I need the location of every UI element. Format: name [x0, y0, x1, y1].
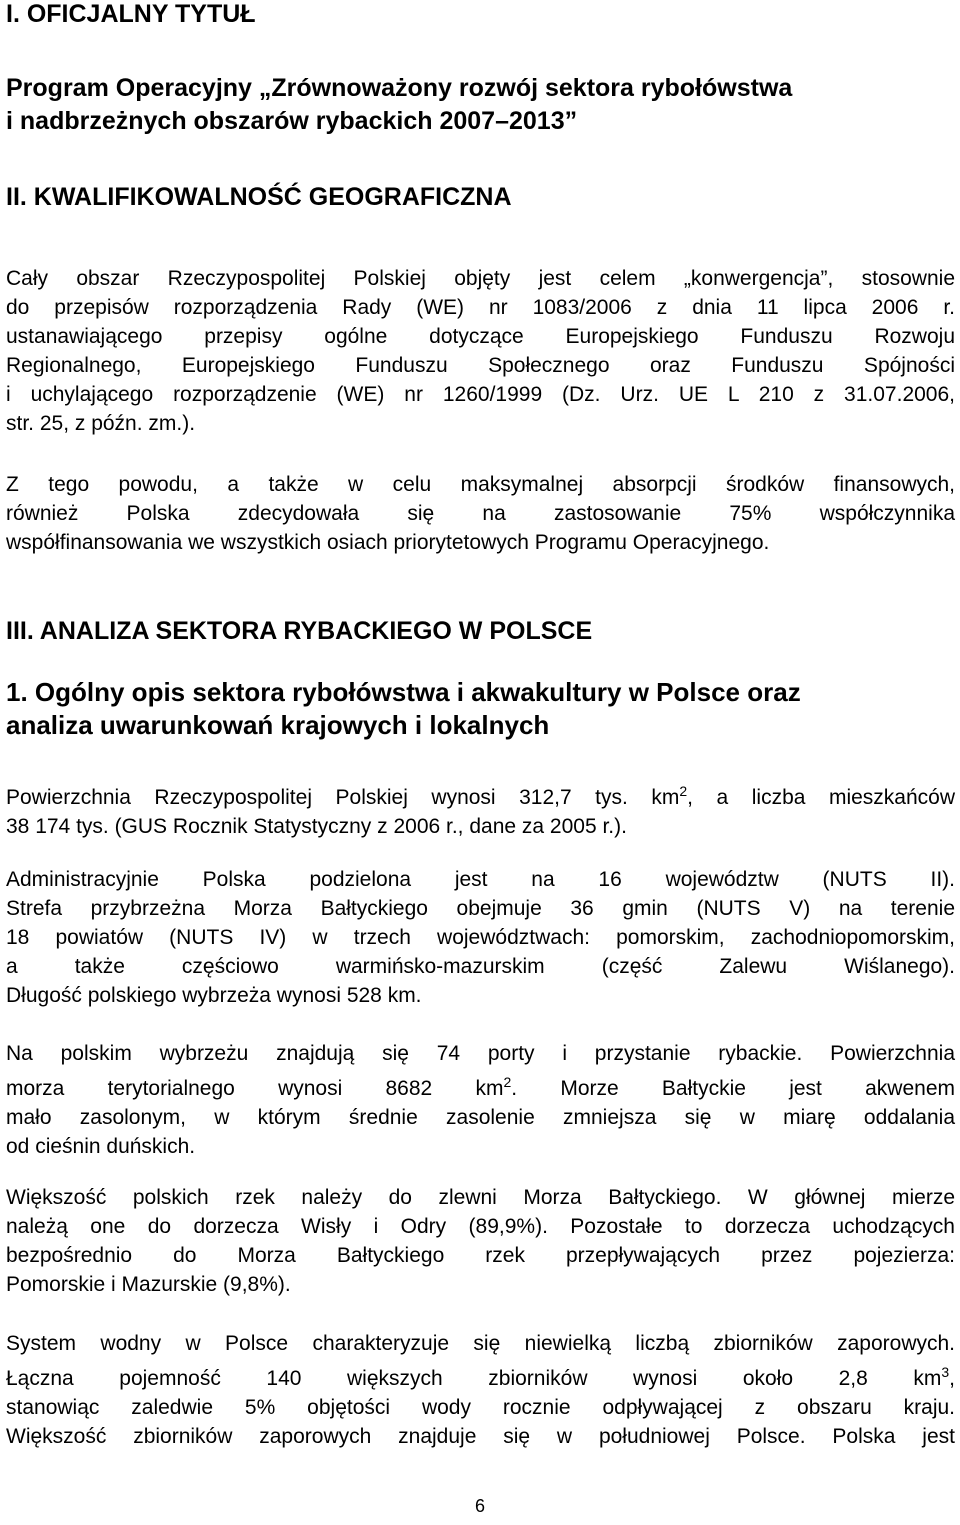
- text-line: [6, 1358, 955, 1393]
- subsection-heading-line-1: 1. Ogólny opis sektora rybołówstwa i akwakultury w Polsce oraz: [6, 677, 801, 707]
- superscript: 2: [679, 783, 688, 799]
- area-paragraph: [6, 777, 955, 841]
- eligibility-paragraph: [6, 264, 955, 438]
- rivers-paragraph: [6, 1183, 955, 1299]
- text-line: str. 25, z późn. zm.).: [6, 412, 196, 435]
- text-run: . Morze Bałtyckie jest akwenem: [511, 1077, 956, 1100]
- text-line: a także częściowo warmińsko-mazurskim (część Zalewu Wiślanego).: [6, 955, 955, 978]
- text-line: Na polskim wybrzeżu znajdują się 74 porty i przystanie rybackie. Powierzchnia: [6, 1042, 955, 1065]
- text-line: od cieśnin duńskich.: [6, 1135, 196, 1158]
- text-line: Z tego powodu, a także w celu maksymalnej absorpcji środków finansowych,: [6, 473, 955, 496]
- administration-paragraph: [6, 865, 955, 1010]
- text-line: również Polska zdecydowała się na zastosowanie 75% współczynnika: [6, 502, 955, 525]
- section-1-heading: I. OFICJALNY TYTUŁ: [6, 0, 256, 28]
- text-line: Cały obszar Rzeczypospolitej Polskiej objęty jest celem „konwergencja”, stosownie: [6, 267, 955, 290]
- text-line: i uchylającego rozporządzenie (WE) nr 1260/1999 (Dz. Urz. UE L 210 z 31.07.2006,: [6, 383, 955, 406]
- text-run: morza terytorialnego wynosi 8682 km: [6, 1077, 504, 1100]
- text-run: , a liczba mieszkańców: [687, 786, 955, 809]
- text-line: 38 174 tys. (GUS Rocznik Statystyczny z 2006 r., dane za 2005 r.).: [6, 815, 627, 838]
- text-line: Pomorskie i Mazurskie (9,8%).: [6, 1273, 291, 1296]
- text-line: [6, 777, 955, 812]
- subsection-1-heading: [6, 676, 955, 742]
- program-title: [6, 72, 955, 138]
- text-line: [6, 1068, 955, 1103]
- text-line: Strefa przybrzeżna Morza Bałtyckiego obejmuje 36 gmin (NUTS V) na terenie: [6, 897, 955, 920]
- text-line: Administracyjnie Polska podzielona jest na 16 województw (NUTS II).: [6, 868, 955, 891]
- text-line: mało zasolonym, w którym średnie zasolenie zmniejsza się w miarę oddalania: [6, 1106, 955, 1129]
- text-run: Łączna pojemność 140 większych zbiorników wynosi około 2,8 km: [6, 1367, 942, 1390]
- text-line: bezpośrednio do Morza Bałtyckiego rzek przepływających przez pojezierza:: [6, 1244, 955, 1267]
- superscript: 2: [503, 1074, 512, 1090]
- text-line: Większość polskich rzek należy do zlewni Morza Bałtyckiego. W głównej mierze: [6, 1186, 955, 1209]
- text-line: Większość zbiorników zaporowych znajduje się w południowej Polsce. Polska jest: [6, 1425, 955, 1448]
- superscript: 3: [941, 1364, 950, 1380]
- program-title-line-2: i nadbrzeżnych obszarów rybackich 2007–2013”: [6, 107, 578, 135]
- water-system-paragraph: [6, 1329, 955, 1451]
- section-3-heading: III. ANALIZA SEKTORA RYBACKIEGO W POLSCE: [6, 617, 593, 645]
- text-line: należą one do dorzecza Wisły i Odry (89,9%). Pozostałe to dorzecza uchodzących: [6, 1215, 955, 1238]
- text-line: Regionalnego, Europejskiego Funduszu Społecznego oraz Funduszu Spójności: [6, 354, 955, 377]
- text-line: 18 powiatów (NUTS IV) w trzech województwach: pomorskim, zachodniopomorskim,: [6, 926, 955, 949]
- cofinancing-paragraph: [6, 470, 955, 557]
- ports-paragraph: [6, 1039, 955, 1161]
- page-number: 6: [474, 1496, 485, 1516]
- text-line: Długość polskiego wybrzeża wynosi 528 km.: [6, 984, 422, 1007]
- text-run: Powierzchnia Rzeczypospolitej Polskiej wynosi 312,7 tys. km: [6, 786, 680, 809]
- text-line: ustanawiającego przepisy ogólne dotyczące Europejskiego Funduszu Rozwoju: [6, 325, 955, 348]
- text-line: współfinansowania we wszystkich osiach priorytetowych Programu Operacyjnego.: [6, 531, 770, 554]
- text-line: do przepisów rozporządzenia Rady (WE) nr 1083/2006 z dnia 11 lipca 2006 r.: [6, 296, 955, 319]
- text-line: stanowiąc zaledwie 5% objętości wody rocznie odpływającej z obszaru kraju.: [6, 1396, 955, 1419]
- text-run: ,: [949, 1367, 955, 1390]
- subsection-heading-line-2: analiza uwarunkowań krajowych i lokalnych: [6, 710, 550, 740]
- program-title-line-1: Program Operacyjny „Zrównoważony rozwój sektora rybołówstwa: [6, 74, 793, 102]
- section-2-heading: II. KWALIFIKOWALNOŚĆ GEOGRAFICZNA: [6, 183, 512, 211]
- text-line: System wodny w Polsce charakteryzuje się niewielką liczbą zbiorników zaporowych.: [6, 1332, 955, 1355]
